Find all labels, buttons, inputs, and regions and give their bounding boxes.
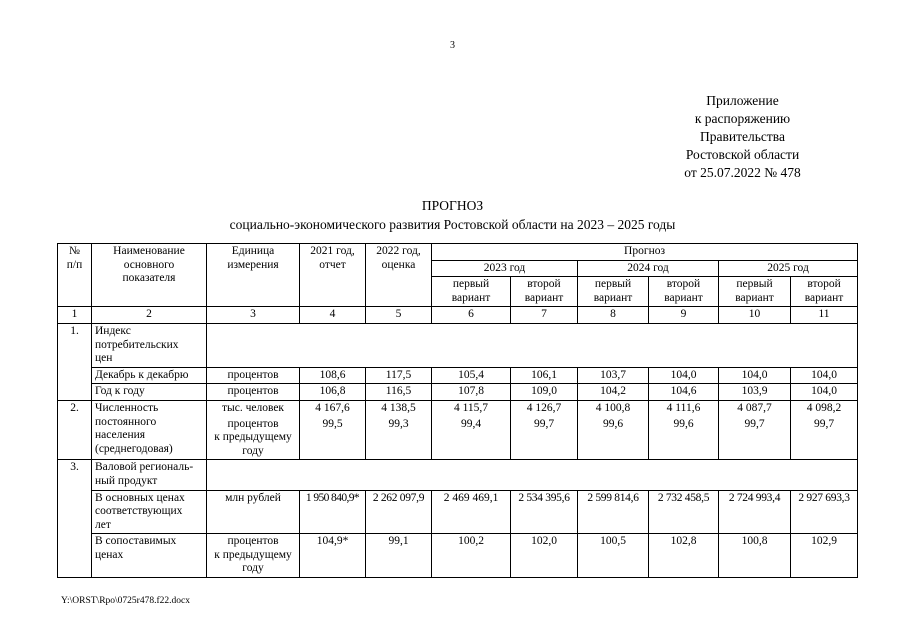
- header-2021: 2021 год, отчет: [300, 244, 366, 307]
- appendix-line: от 25.07.2022 № 478: [684, 165, 801, 180]
- header-forecast: Прогноз: [432, 244, 858, 261]
- value-cell: 102,8: [649, 534, 719, 578]
- column-number: 5: [366, 307, 432, 324]
- title-subtitle: социально-экономического развития Ростовской области на 2023 – 2025 годы: [229, 217, 676, 232]
- column-number: 10: [719, 307, 791, 324]
- unit-cell: млн рублей: [207, 490, 300, 534]
- header-unit: Единица измерения: [207, 244, 300, 307]
- value-cell: 103,7: [578, 367, 649, 384]
- unit-cell: процентов: [207, 367, 300, 384]
- column-number: 9: [649, 307, 719, 324]
- column-number: 11: [791, 307, 858, 324]
- value-cell: 109,0: [511, 384, 578, 401]
- indicator-name: Численность постоянного населения (среднегодовая): [92, 400, 207, 459]
- value-cell: 2 732 458,5: [649, 490, 719, 534]
- appendix-line: Приложение: [706, 93, 779, 108]
- value-cell: 104,6: [649, 384, 719, 401]
- column-number: 4: [300, 307, 366, 324]
- value-cell: 4 098,2: [791, 400, 858, 416]
- value-cell: 99,7: [511, 417, 578, 460]
- value-cell: 103,9: [719, 384, 791, 401]
- appendix-block: [640, 92, 845, 182]
- column-number: 8: [578, 307, 649, 324]
- value-cell: 4 126,7: [511, 400, 578, 416]
- value-cell: 2 534 395,6: [511, 490, 578, 534]
- value-cell: 4 111,6: [649, 400, 719, 416]
- row-number: 3.: [58, 460, 92, 490]
- column-number: 6: [432, 307, 511, 324]
- appendix-line: Ростовской области: [685, 147, 800, 162]
- unit-cell: тыс. человек: [207, 400, 300, 416]
- value-cell: 108,6: [300, 367, 366, 384]
- indicator-name: Индекс потребительских цен: [92, 323, 207, 367]
- indicator-name: В основных ценах соответствующих лет: [92, 490, 207, 534]
- value-cell: 4 167,6: [300, 400, 366, 416]
- unit-cell: процентов к предыдущему году: [207, 417, 300, 460]
- header-variant-second: второй вариант: [649, 277, 719, 307]
- value-cell: 2 469 469,1: [432, 490, 511, 534]
- column-number-row: [58, 307, 858, 324]
- value-cell: 4 100,8: [578, 400, 649, 416]
- value-cell: 104,0: [719, 367, 791, 384]
- value-cell: 2 927 693,3: [791, 490, 858, 534]
- file-path: Y:\ORST\Rpo\0725r478.f22.docx: [61, 596, 190, 606]
- column-number: 1: [58, 307, 92, 324]
- value-cell: 100,2: [432, 534, 511, 578]
- indicator-name: В сопоставимых ценах: [92, 534, 207, 578]
- header-variant-first: первый вариант: [432, 277, 511, 307]
- value-cell: 2 262 097,9: [366, 490, 432, 534]
- header-2022: 2022 год, оценка: [366, 244, 432, 307]
- value-cell: 100,5: [578, 534, 649, 578]
- table-row: [58, 490, 858, 534]
- header-name: Наименование основного показателя: [92, 244, 207, 307]
- document-title: [0, 196, 905, 234]
- header-variant-first: первый вариант: [578, 277, 649, 307]
- value-cell: 99,4: [432, 417, 511, 460]
- value-cell: 102,9: [791, 534, 858, 578]
- value-cell: 99,3: [366, 417, 432, 460]
- header-variant-second: второй вариант: [791, 277, 858, 307]
- section-row: [58, 460, 858, 490]
- value-cell: 99,5: [300, 417, 366, 460]
- column-number: 2: [92, 307, 207, 324]
- value-cell: 1 950 840,9*: [300, 490, 366, 534]
- header-year-2024: 2024 год: [578, 260, 719, 277]
- value-cell: 99,7: [791, 417, 858, 460]
- value-cell: 104,0: [791, 384, 858, 401]
- appendix-line: к распоряжению: [694, 111, 791, 126]
- row-number: 1.: [58, 323, 92, 367]
- value-cell: 4 138,5: [366, 400, 432, 416]
- indicator-name: Валовой региональ- ный продукт: [92, 460, 207, 490]
- value-cell: 104,0: [791, 367, 858, 384]
- value-cell: 116,5: [366, 384, 432, 401]
- column-number: 7: [511, 307, 578, 324]
- value-cell: 99,1: [366, 534, 432, 578]
- table-row: [58, 534, 858, 578]
- title-main: ПРОГНОЗ: [421, 198, 484, 213]
- column-number: 3: [207, 307, 300, 324]
- header-num: № п/п: [58, 244, 92, 307]
- unit-cell: процентов к предыдущему году: [207, 534, 300, 578]
- value-cell: 2 724 993,4: [719, 490, 791, 534]
- value-cell: 106,1: [511, 367, 578, 384]
- forecast-table: [57, 243, 858, 578]
- value-cell: 104,2: [578, 384, 649, 401]
- value-cell: 4 115,7: [432, 400, 511, 416]
- indicator-name: Декабрь к декабрю: [92, 367, 207, 384]
- value-cell: 107,8: [432, 384, 511, 401]
- value-cell: 105,4: [432, 367, 511, 384]
- section-row: [58, 323, 858, 367]
- value-cell: 99,7: [719, 417, 791, 460]
- page-number: 3: [450, 40, 455, 51]
- indicator-name: Год к году: [92, 384, 207, 401]
- header-year-2023: 2023 год: [432, 260, 578, 277]
- value-cell: 104,9*: [300, 534, 366, 578]
- value-cell: 4 087,7: [719, 400, 791, 416]
- value-cell: 99,6: [578, 417, 649, 460]
- appendix-line: Правительства: [700, 129, 785, 144]
- value-cell: 100,8: [719, 534, 791, 578]
- table-row: [58, 367, 858, 384]
- value-cell: 106,8: [300, 384, 366, 401]
- table-row: [58, 400, 858, 416]
- header-variant-second: второй вариант: [511, 277, 578, 307]
- table-row: [58, 384, 858, 401]
- header-year-2025: 2025 год: [719, 260, 858, 277]
- header-variant-first: первый вариант: [719, 277, 791, 307]
- value-cell: 104,0: [649, 367, 719, 384]
- value-cell: 2 599 814,6: [578, 490, 649, 534]
- value-cell: 99,6: [649, 417, 719, 460]
- unit-cell: процентов: [207, 384, 300, 401]
- value-cell: 102,0: [511, 534, 578, 578]
- value-cell: 117,5: [366, 367, 432, 384]
- header-row: [58, 244, 858, 261]
- row-number: 2.: [58, 400, 92, 416]
